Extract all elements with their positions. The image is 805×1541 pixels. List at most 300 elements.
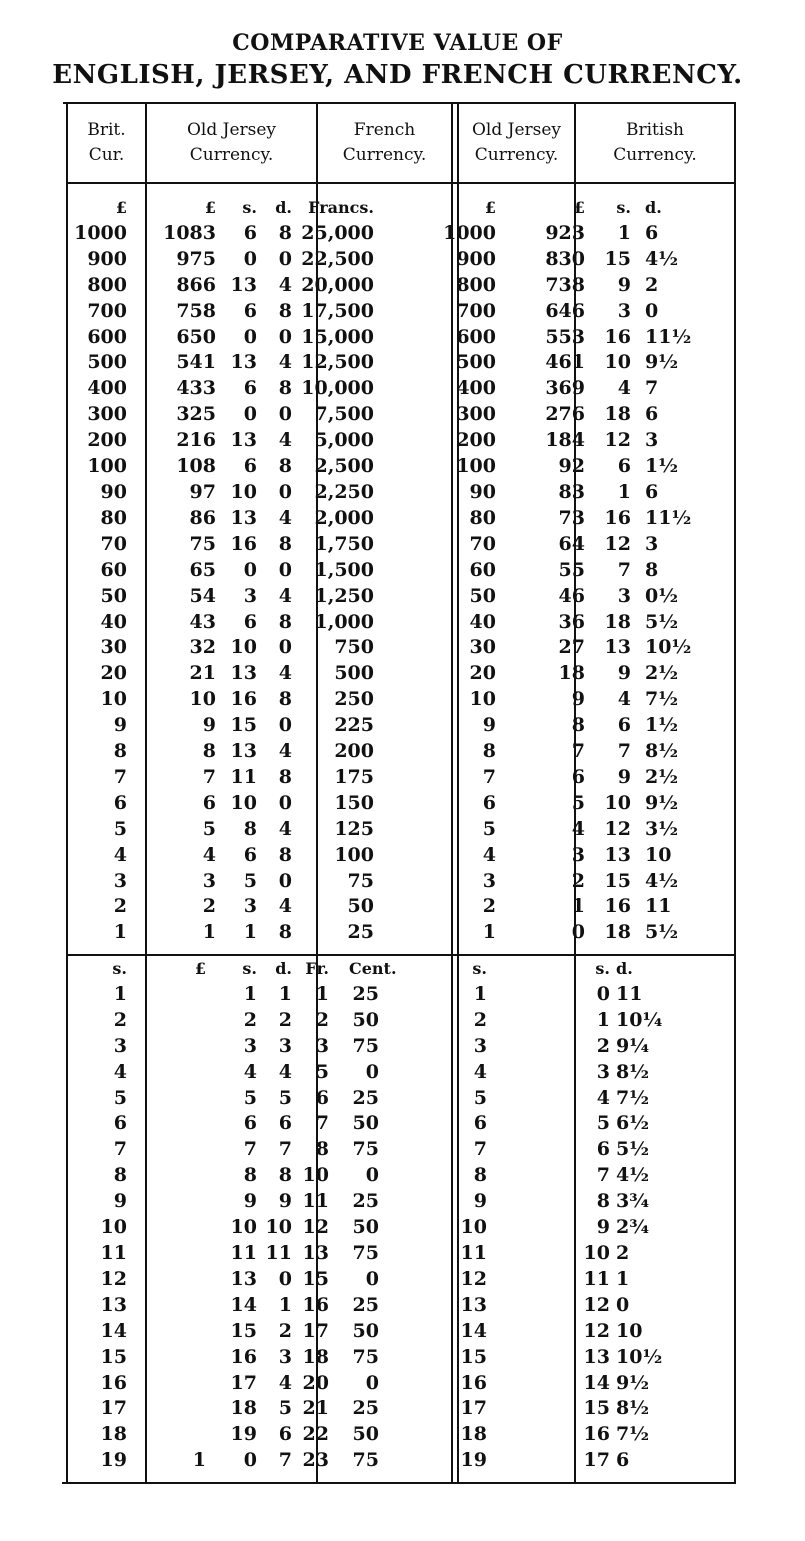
table-cell: 276 [545, 403, 585, 426]
table-cell: 15 [604, 869, 631, 892]
header-text: Cur. [88, 145, 125, 165]
table-cell [145, 1137, 216, 1163]
unit-cell: s. [616, 198, 631, 217]
table-cell: 6 [482, 791, 496, 814]
header-french [318, 118, 451, 168]
table-cell: 0 [365, 1371, 379, 1394]
table-cell: 15 [230, 714, 257, 737]
table-cell: 1 [202, 921, 216, 944]
table-cell: 11 [230, 1241, 257, 1264]
table-cell: 14 [100, 1319, 127, 1342]
table-cell [670, 480, 734, 506]
table-cell [145, 1034, 216, 1060]
table-cell: 0 [243, 403, 257, 426]
table-cell: 0 [571, 921, 585, 944]
table-cell: 13 [230, 429, 257, 452]
table-cell: 9 [113, 1190, 127, 1213]
table-cell: 3 [202, 869, 216, 892]
table-cell: 3 [315, 1034, 329, 1057]
table-cell: 23 [302, 1449, 329, 1472]
table-cell: 3 [596, 1060, 610, 1083]
unit-cell: s. [595, 959, 610, 978]
table-cell: 6 [645, 221, 659, 244]
header-text: Currency. [342, 145, 427, 165]
table-cell [647, 1371, 734, 1397]
table-cell [145, 1422, 216, 1448]
table-cell: 7,500 [314, 403, 374, 426]
table-cell: 9 [617, 662, 631, 685]
table-cell: 8 [278, 610, 292, 633]
table-cell: 13 [230, 1267, 257, 1290]
table-cell: 80 [469, 506, 496, 529]
unit-cell: £ [484, 198, 496, 217]
table-cell: 17 [230, 1371, 257, 1394]
table-cell: 0 [365, 1267, 379, 1290]
header-text: Brit. [87, 120, 126, 140]
table-cell [647, 1241, 734, 1267]
table-cell: 866 [176, 273, 216, 296]
table-cell: 12 [302, 1216, 329, 1239]
table-cell: 184 [545, 429, 585, 452]
table-cell: 6½ [616, 1112, 650, 1135]
table-cell: 6 [278, 1112, 292, 1135]
table-cell: 14 [230, 1293, 257, 1316]
table-cell: 15 [302, 1267, 329, 1290]
table-cell: 17 [302, 1319, 329, 1342]
table-row [66, 1371, 734, 1397]
table-cell: 19 [460, 1449, 487, 1472]
table-cell: 8 [571, 714, 585, 737]
header-text: Currency. [474, 145, 559, 165]
table-row [66, 428, 734, 454]
table-cell: 50 [352, 1319, 379, 1342]
table-cell: 175 [334, 765, 374, 788]
table-cell: 6 [645, 403, 659, 426]
table-cell: 500 [334, 662, 374, 685]
table-cell: 16 [604, 325, 631, 348]
table-cell: 50 [469, 584, 496, 607]
table-cell: 20,000 [301, 273, 374, 296]
table-cell: 9 [596, 1216, 610, 1239]
table-cell: 11 [230, 765, 257, 788]
table-cell: 10 [230, 1216, 257, 1239]
table-cell: 7 [278, 1449, 292, 1472]
table-row [66, 221, 734, 247]
table-cell: 25 [352, 1086, 379, 1109]
table-cell: 0 [616, 1293, 630, 1316]
table-cell: 11 [645, 895, 672, 918]
table-cell: 8 [278, 688, 292, 711]
table-cell: 758 [176, 299, 216, 322]
table-row [66, 1215, 734, 1241]
table-cell: 4 [482, 843, 496, 866]
table-cell [670, 610, 734, 636]
table-cell: 7 [315, 1112, 329, 1135]
table-cell: 2 [243, 1008, 257, 1031]
table-cell: 200 [87, 429, 127, 452]
table-cell: 10 [302, 1164, 329, 1187]
table-cell: 11 [460, 1241, 487, 1264]
unit-cell: s. [242, 959, 257, 978]
table-cell [145, 982, 216, 1008]
table-row [66, 558, 734, 584]
title-line-1: COMPARATIVE VALUE OF [232, 30, 563, 56]
table-cell: 14 [583, 1371, 610, 1394]
table-row [66, 713, 734, 739]
table-cell: 0 [278, 325, 292, 348]
table-cell [145, 1345, 216, 1371]
table-cell: 900 [87, 247, 127, 270]
table-cell: 1 [616, 1267, 630, 1290]
table-cell: 5 [473, 1086, 487, 1109]
table-row [66, 299, 734, 325]
table-cell: 90 [469, 480, 496, 503]
table-cell: 50 [100, 584, 127, 607]
table-cell: 12 [604, 429, 631, 452]
table-cell: 800 [456, 273, 496, 296]
table-cell: 1 [113, 921, 127, 944]
table-cell: 6 [617, 455, 631, 478]
table-cell: 125 [334, 817, 374, 840]
header-rule [66, 182, 734, 184]
table-cell: 18 [230, 1397, 257, 1420]
table-row [66, 584, 734, 610]
table-cell: 4½ [645, 869, 679, 892]
table-cell [670, 687, 734, 713]
table-cell: 553 [545, 325, 585, 348]
header-text: Old Jersey [471, 120, 562, 140]
table-cell: 100 [334, 843, 374, 866]
table-cell: 10 [265, 1216, 292, 1239]
table-cell: 13 [230, 273, 257, 296]
table-cell [145, 1215, 216, 1241]
table-cell [145, 1060, 216, 1086]
table-cell: 7 [617, 558, 631, 581]
table-cell: 500 [87, 351, 127, 374]
table-cell: 12 [583, 1293, 610, 1316]
table-cell: 75 [352, 1449, 379, 1472]
table-cell: 11 [583, 1267, 610, 1290]
table-cell: 4 [243, 1060, 257, 1083]
table-cell: 9 [278, 1190, 292, 1213]
table-cell: 3 [617, 299, 631, 322]
table-cell: 0 [365, 1060, 379, 1083]
table-cell: 4 [278, 662, 292, 685]
table-cell: 22 [302, 1423, 329, 1446]
table-cell: 18 [604, 610, 631, 633]
table-cell: 3 [243, 1034, 257, 1057]
table-cell: 60 [469, 558, 496, 581]
table-cell: 92 [558, 455, 585, 478]
bottom-rule [62, 1482, 736, 1484]
table-row [66, 791, 734, 817]
table-cell: 600 [456, 325, 496, 348]
table-cell [670, 402, 734, 428]
table-cell: 9 [571, 688, 585, 711]
table-cell: 70 [100, 532, 127, 555]
table-cell: 225 [334, 714, 374, 737]
table-cell: 4 [278, 273, 292, 296]
table-cell: 0 [278, 636, 292, 659]
table-cell: 5 [113, 1086, 127, 1109]
table-cell: 3 [645, 532, 659, 555]
table-cell: 1 [192, 1449, 206, 1472]
unit-cell: d. [275, 959, 292, 978]
table-cell: 6 [243, 843, 257, 866]
table-cell: 8 [278, 377, 292, 400]
table-cell: 4 [202, 843, 216, 866]
table-cell: 0 [278, 869, 292, 892]
table-cell: 16 [100, 1371, 127, 1394]
table-cell: 8 [202, 740, 216, 763]
header-old-jersey [147, 118, 316, 168]
table-cell [670, 273, 734, 299]
table-cell: 21 [302, 1397, 329, 1420]
unit-cell: s. [242, 198, 257, 217]
table-cell: 5 [113, 817, 127, 840]
table-cell: 4 [278, 740, 292, 763]
table-cell: 16 [460, 1371, 487, 1394]
table-cell [670, 221, 734, 247]
table-cell: 6 [202, 791, 216, 814]
table-cell: 65 [189, 558, 216, 581]
table-cell: 433 [176, 377, 216, 400]
table-cell: 13 [230, 662, 257, 685]
table-cell [647, 1215, 734, 1241]
table-cell: 3 [113, 869, 127, 892]
table-cell: 46 [558, 584, 585, 607]
table-cell: 500 [456, 351, 496, 374]
unit-cell: Francs. [308, 198, 374, 217]
table-cell: 6 [243, 299, 257, 322]
table-cell: 2 [473, 1008, 487, 1031]
table-cell: 600 [87, 325, 127, 348]
table-cell: 10 [230, 636, 257, 659]
table-cell: 50 [352, 1112, 379, 1135]
table-cell: 25,000 [301, 221, 374, 244]
table-cell: 400 [87, 377, 127, 400]
table-row [66, 1396, 734, 1422]
header-text: French [353, 120, 416, 140]
table-cell: 2 [616, 1241, 630, 1264]
table-cell: 700 [87, 299, 127, 322]
table-cell [670, 532, 734, 558]
table-cell: 1 [571, 895, 585, 918]
table-cell: 216 [176, 429, 216, 452]
table-cell: 8 [645, 558, 659, 581]
table-cell: 3¾ [616, 1190, 650, 1213]
table-cell: 0 [645, 299, 659, 322]
table-cell: 11½ [645, 506, 692, 529]
table-cell: 0 [243, 558, 257, 581]
table-cell [145, 1241, 216, 1267]
table-row [66, 610, 734, 636]
table-cell: 10½ [616, 1345, 663, 1368]
table-cell: 10 [604, 791, 631, 814]
table-cell: 800 [87, 273, 127, 296]
table-cell: 830 [545, 247, 585, 270]
table-cell: 0 [278, 714, 292, 737]
table-row [66, 1293, 734, 1319]
unit-cell: £ [115, 198, 127, 217]
table-cell [670, 894, 734, 920]
table-cell: 18 [604, 921, 631, 944]
table-cell [670, 558, 734, 584]
table-row [66, 817, 734, 843]
table-cell: 50 [352, 1423, 379, 1446]
table-row [66, 1034, 734, 1060]
table-cell: 541 [176, 351, 216, 374]
unit-cell: d. [616, 959, 633, 978]
table-cell: 4 [617, 377, 631, 400]
table-cell: 7 [482, 765, 496, 788]
table-cell: 7 [243, 1138, 257, 1161]
units-row [66, 195, 734, 221]
table-cell: 6 [113, 791, 127, 814]
table-cell: 16 [230, 1345, 257, 1368]
table-cell: 2 [113, 895, 127, 918]
table-cell: 90 [100, 480, 127, 503]
table-row [66, 661, 734, 687]
table-cell: 17 [460, 1397, 487, 1420]
table-cell: 700 [456, 299, 496, 322]
top-rule [63, 102, 736, 104]
table-cell: 3 [645, 429, 659, 452]
table-row [66, 532, 734, 558]
table-cell [145, 1371, 216, 1397]
table-cell [647, 1111, 734, 1137]
table-cell: 22,500 [301, 247, 374, 270]
table-cell: 15 [460, 1345, 487, 1368]
table-cell: 1,000 [314, 610, 374, 633]
table-cell: 3 [278, 1345, 292, 1368]
table-cell: 10 [189, 688, 216, 711]
table-cell: 2 [278, 1319, 292, 1342]
header-british [576, 118, 734, 168]
table-cell: 3 [113, 1034, 127, 1057]
table-cell: 0 [596, 982, 610, 1005]
unit-cell: s. [472, 959, 487, 978]
table-cell: 8 [113, 740, 127, 763]
table-cell [647, 982, 734, 1008]
table-cell [670, 920, 734, 946]
table-cell: 60 [100, 558, 127, 581]
table-cell: 86 [189, 506, 216, 529]
unit-cell: d. [275, 198, 292, 217]
table-cell: 2½ [645, 765, 679, 788]
table-cell: 8 [278, 532, 292, 555]
table-cell [145, 1267, 216, 1293]
table-cell: 1½ [645, 714, 679, 737]
table-cell: 13 [583, 1345, 610, 1368]
table-cell [670, 869, 734, 895]
table-cell: 17 [100, 1397, 127, 1420]
table-cell: 6 [645, 480, 659, 503]
table-cell: 9 [617, 765, 631, 788]
table-cell [670, 299, 734, 325]
table-cell: 100 [87, 455, 127, 478]
table-cell: 15 [604, 247, 631, 270]
table-cell: 4 [596, 1086, 610, 1109]
table-cell: 6 [243, 377, 257, 400]
table-cell: 6 [113, 1112, 127, 1135]
table-cell: 8 [278, 843, 292, 866]
table-cell: 8 [278, 1164, 292, 1187]
table-row [66, 1189, 734, 1215]
table-cell: 7 [113, 765, 127, 788]
table-row [66, 765, 734, 791]
table-cell: 13 [230, 506, 257, 529]
table-cell [647, 1086, 734, 1112]
table-row [66, 894, 734, 920]
table-cell: 7 [571, 740, 585, 763]
table-cell: 0 [278, 558, 292, 581]
table-cell: 738 [545, 273, 585, 296]
table-cell: 4 [113, 843, 127, 866]
table-cell: 43 [189, 610, 216, 633]
table-row [66, 920, 734, 946]
table-row [66, 1137, 734, 1163]
table-cell: 8 [596, 1190, 610, 1213]
table-cell: 8 [278, 455, 292, 478]
pounds-table [66, 195, 734, 946]
table-cell [670, 843, 734, 869]
table-cell: 1,500 [314, 558, 374, 581]
table-cell: 461 [545, 351, 585, 374]
table-cell: 30 [100, 636, 127, 659]
table-cell: 5,000 [314, 429, 374, 452]
table-cell: 25 [352, 1190, 379, 1213]
table-cell: 12 [604, 532, 631, 555]
table-cell: 10¼ [616, 1008, 663, 1031]
unit-cell: £ [573, 198, 585, 217]
title-line-2: ENGLISH, JERSEY, AND FRENCH CURRENCY. [52, 60, 743, 90]
table-cell: 0 [278, 480, 292, 503]
table-cell: 1 [113, 982, 127, 1005]
table-cell: 1,750 [314, 532, 374, 555]
table-cell: 14 [460, 1319, 487, 1342]
table-cell: 0 [278, 247, 292, 270]
table-cell [670, 791, 734, 817]
table-cell: 10 [616, 1319, 643, 1342]
table-cell [647, 1422, 734, 1448]
table-row [66, 1241, 734, 1267]
table-cell: 6 [616, 1449, 630, 1472]
table-cell [647, 1060, 734, 1086]
table-cell: 11 [616, 982, 643, 1005]
table-cell [670, 247, 734, 273]
table-cell: 4 [278, 351, 292, 374]
table-cell [145, 1396, 216, 1422]
table-cell: 8 [473, 1164, 487, 1187]
table-cell: 7 [645, 377, 659, 400]
table-cell: 5 [202, 817, 216, 840]
table-cell: 9 [243, 1190, 257, 1213]
table-cell: 0½ [645, 584, 679, 607]
table-cell: 2,500 [314, 455, 374, 478]
table-row [66, 739, 734, 765]
table-cell: 11 [302, 1190, 329, 1213]
table-cell [647, 1034, 734, 1060]
table-cell: 55 [558, 558, 585, 581]
table-cell: 12 [583, 1319, 610, 1342]
table-cell: 4 [278, 817, 292, 840]
table-cell: 4 [113, 1060, 127, 1083]
table-cell: 2 [571, 869, 585, 892]
table-cell: 7 [596, 1164, 610, 1187]
table-cell: 16 [230, 688, 257, 711]
unit-cell: s. [112, 959, 127, 978]
